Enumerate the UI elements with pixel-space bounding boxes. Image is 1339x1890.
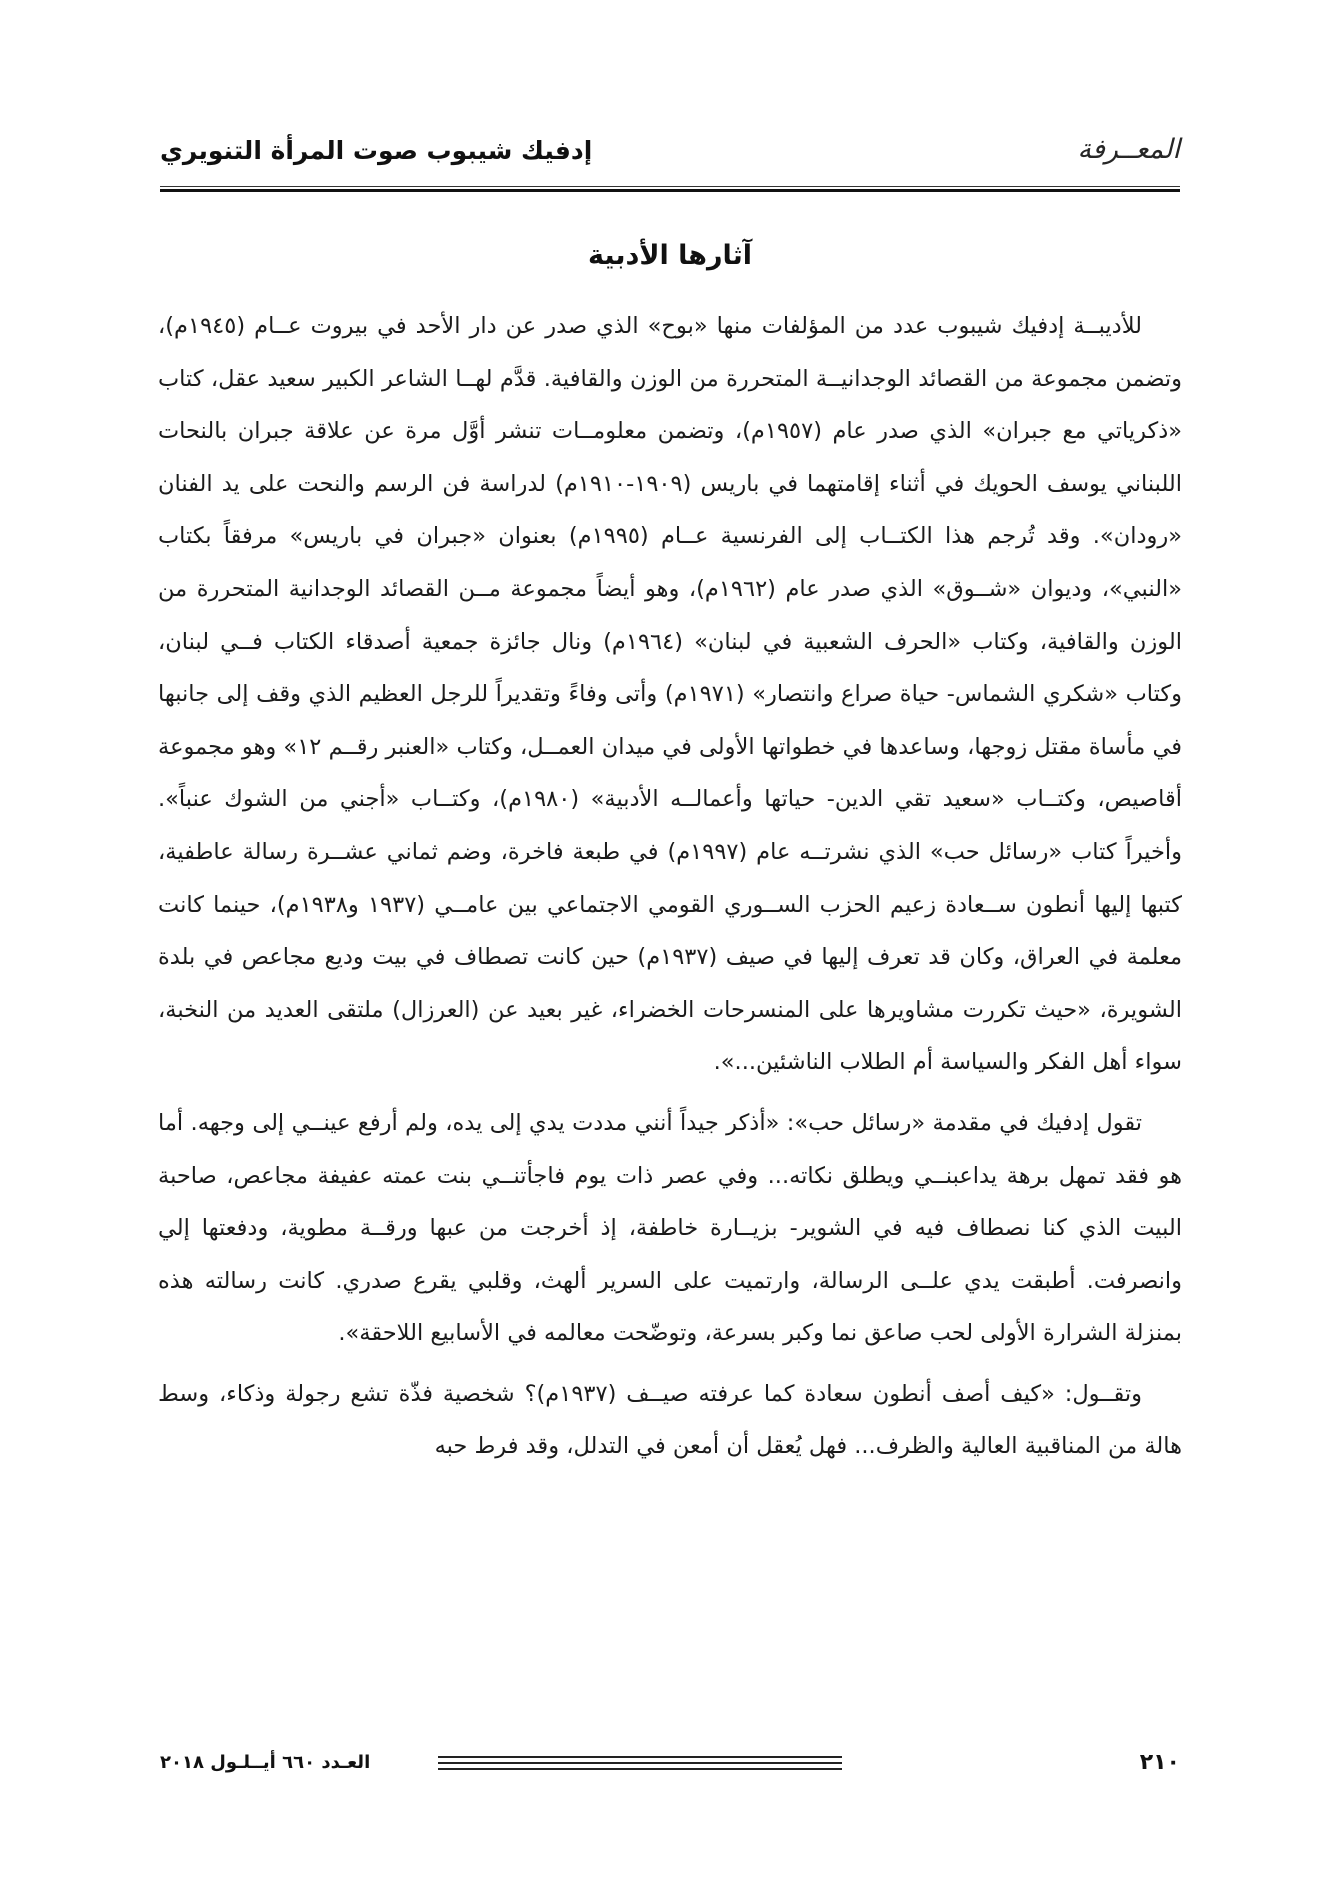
paragraph-letters-intro: تقول إدفيك في مقدمة «رسائل حب»: «أذكر جيداً أنني مددت يدي إلى يده، ولم أرفع عينــي إلى وجهه. أما هو فقد تمهل برهة يداعبنــي ويطلق نكاته... وفي عصر ذات يوم فاجأتنــي بنت عمته عفيفة مجاعص، صاحبة البيت الذي كنا نصطاف فيه في الشوير- بزيــارة خاطفة، إذ أخرجت من عبها ورقــة مطوية، ودفعتها إلي وانصرفت. أطبقت يدي علــى الرسالة، وارتميت على السرير ألهث، وقلبي يقرع صدري. كانت رسالته هذه بمنزلة الشرارة الأولى لحب صاعق نما وكبر بسرعة، وتوضّحت معالمه في الأسابيع اللاحقة». — [158, 1109, 1182, 1347]
article-body — [158, 300, 1182, 1473]
article-title: إدفيك شيبوب صوت المرأة التنويري — [160, 136, 593, 165]
footer-rule-line — [438, 1762, 842, 1764]
paragraph-saadeh-description: وتقــول: «كيف أصف أنطون سعادة كما عرفته صيــف (١٩٣٧م)؟ شخصية فذّة تشع رجولة وذكاء، وسط هالة من المناقبية العالية والظرف... فهل يُعقل أن أمعن في التدلل، وقد فرط حبه — [158, 1380, 1182, 1460]
page-number: ٢١٠ — [1139, 1750, 1180, 1775]
running-header — [160, 128, 1180, 184]
header-divider-thick — [160, 189, 1180, 192]
section-heading: آثارها الأدبية — [587, 240, 753, 271]
footer-divider — [438, 1756, 842, 1774]
footer-rule-line — [438, 1756, 842, 1758]
footer-rule-line — [438, 1768, 842, 1770]
paragraph-works: للأديبــة إدفيك شيبوب عدد من المؤلفات منها «بوح» الذي صدر عن دار الأحد في بيروت عــام (١٩٤٥م)، وتضمن مجموعة من القصائد الوجدانيــة المتحررة من الوزن والقافية. قدَّم لهــا الشاعر الكبير سعيد عقل، كتاب «ذكرياتي مع جبران» الذي صدر عام (١٩٥٧م)، وتضمن معلومــات تنشر أوَّل مرة عن علاقة جبران بالنحات اللبناني يوسف الحويك في أثناء إقامتهما في باريس (١٩٠٩-١٩١٠م) لدراسة فن الرسم والنحت على يد الفنان «رودان». وقد تُرجم هذا الكتــاب إلى الفرنسية عــام (١٩٩٥م) بعنوان «جبران في باريس» مرفقاً بكتاب «النبي»، وديوان «شــوق» الذي صدر عام (١٩٦٢م)، وهو أيضاً مجموعة مــن القصائد الوجدانية المتحررة من الوزن والقافية، وكتاب «الحرف الشعبية في لبنان» (١٩٦٤م) ونال جائزة جمعية أصدقاء الكتاب فــي لبنان، وكتاب «شكري الشماس- حياة صراع وانتصار» (١٩٧١م) وأتى وفاءً وتقديراً للرجل العظيم الذي وقف إلى جانبها في مأساة مقتل زوجها، وساعدها في خطواتها الأولى في ميدان العمــل، وكتاب «العنبر رقــم ١٢» وهو مجموعة أقاصيص، وكتــاب «سعيد تقي الدين- حياتها وأعمالــه الأدبية» (١٩٨٠م)، وكتــاب «أجني من الشوك عنباً». وأخيراً كتاب «رسائل حب» الذي نشرتــه عام (١٩٩٧م) في طبعة فاخرة، وضم ثماني عشــرة رسالة عاطفية، كتبها إليها أنطون ســعادة زعيم الحزب الســوري القومي الاجتماعي بين عامــي (١٩٣٧ و١٩٣٨م)، حينما كانت معلمة في العراق، وكان قد تعرف إليها في صيف (١٩٣٧م) حين كانت تصطاف في بيت وديع مجاعص في بلدة الشويرة، «حيث تكررت مشاويرها على المنسرحات الخضراء، غير بعيد عن (العرزال) ملتقى العديد من النخبة، سواء أهل الفكر والسياسة أم الطلاب الناشئين...». — [158, 313, 1183, 1076]
page-footer — [160, 1750, 1180, 1790]
header-divider-thin — [160, 186, 1180, 187]
issue-info: العـدد ٦٦٠ أيــلـول ٢٠١٨ — [160, 1752, 371, 1773]
magazine-logo: المعــرفة — [1077, 134, 1180, 165]
